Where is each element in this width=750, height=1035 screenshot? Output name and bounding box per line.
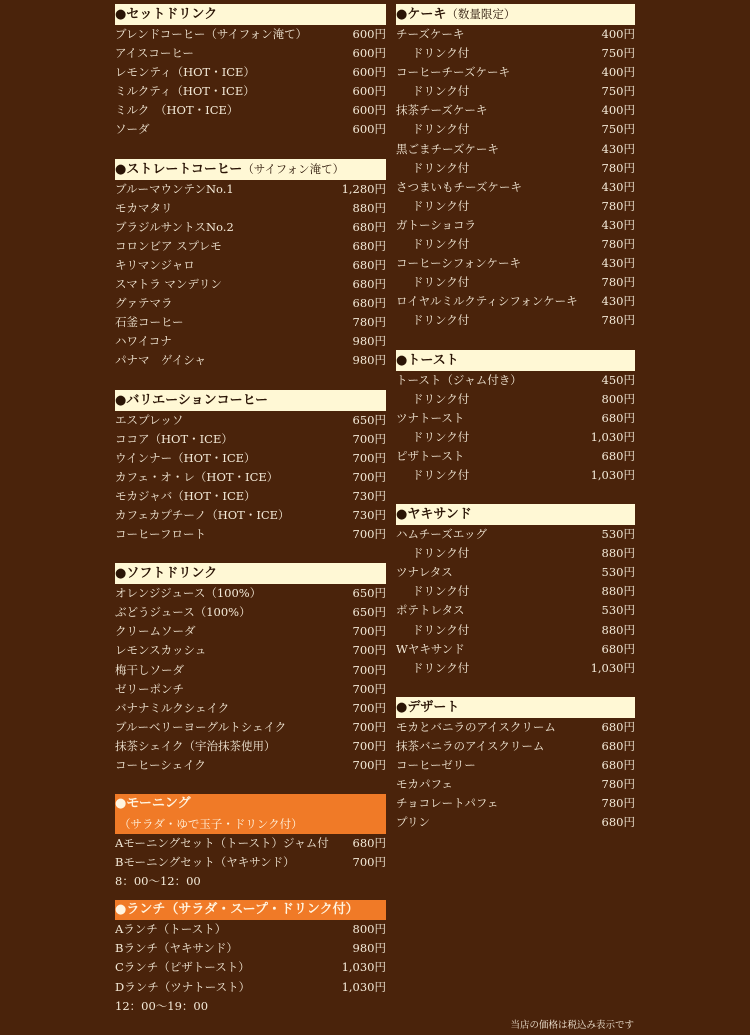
menu-item [115,44,386,63]
item-price: 680円 [352,257,386,272]
menu-item [396,659,635,678]
menu-item [396,582,635,601]
menu-item [115,584,386,603]
menu-item [396,82,635,101]
item-price: 1,030円 [590,660,635,675]
menu-item [115,853,386,872]
item-name: ハムチーズエッグ [396,527,487,542]
menu-item [396,216,635,235]
section-set [115,4,386,140]
item-name: モカジャバ（HOT・ICE） [115,488,256,503]
menu-item [396,197,635,216]
section-header [396,4,635,25]
item-list [115,920,386,996]
menu-item [115,332,386,351]
item-name: チョコレートパフェ [396,796,499,811]
spacer [396,832,635,851]
item-price: 800円 [352,922,386,937]
item-name: ドリンク付 [412,122,470,137]
item-name: Cランチ（ピザトースト） [115,960,250,975]
item-name: 抹茶シェイク（宇治抹茶使用） [115,738,276,753]
item-price: 1,030円 [341,960,386,975]
item-name: ブラジルサントスNo.2 [115,219,234,234]
item-price: 430円 [601,294,635,309]
section-header [115,390,386,411]
item-price: 400円 [601,65,635,80]
menu-item [115,920,386,939]
item-list [115,834,386,872]
item-price: 430円 [601,217,635,232]
item-price: 680円 [601,719,635,734]
item-name: クリームソーダ [115,624,196,639]
item-name: 抹茶チーズケーキ [396,103,488,118]
menu-item [115,25,386,44]
item-price: 680円 [601,410,635,425]
menu-item [115,275,386,294]
section-lunch [115,900,386,1015]
item-name: ドリンク付 [412,546,470,561]
item-price: 600円 [352,27,386,41]
item-list [396,525,635,678]
menu-item [115,718,386,737]
item-price: 600円 [352,46,386,61]
item-price: 780円 [352,315,386,330]
menu-item [115,699,386,718]
item-price: 680円 [352,277,386,292]
item-price: 450円 [601,372,635,387]
item-name: レモンスカッシュ [115,643,207,658]
item-price: 780円 [601,160,635,175]
section-title: ●ランチ（サラダ・スープ・ドリンク付） [115,902,359,918]
menu-item [115,351,386,370]
menu-item [396,273,635,292]
item-price: 400円 [601,103,635,118]
menu-item [115,622,386,641]
menu-item [396,25,635,44]
menu-item [396,447,635,466]
item-name: ミルク （HOT・ICE） [115,103,239,118]
item-price: 530円 [601,603,635,618]
section-title: ●ヤキサンド [396,507,472,523]
item-price: 700円 [352,758,386,772]
item-price: 780円 [601,777,635,792]
item-list [396,371,635,486]
item-price: 1,280円 [341,181,386,196]
item-name: ココア（HOT・ICE） [115,431,233,446]
spacer [396,485,635,504]
menu-item [396,601,635,620]
section-title: ●モーニング [115,796,191,812]
item-price: 600円 [352,103,386,118]
item-name: ぶどうジュース（100%） [115,605,251,620]
menu-item [396,140,635,159]
menu-item [115,958,386,977]
menu-item [396,466,635,485]
item-price: 530円 [601,565,635,580]
item-name: Wヤキサンド [396,641,465,656]
item-price: 680円 [352,836,386,851]
menu-item [115,834,386,853]
item-name: パナマ ゲイシャ [115,353,206,368]
item-price: 750円 [601,84,635,99]
lunch-hours: 12：00〜19：00 [115,998,209,1013]
item-price: 1,030円 [341,979,386,994]
menu-item [115,120,386,139]
item-price: 750円 [601,122,635,137]
item-list [115,411,386,545]
section-note: （サイフォン淹て） [242,161,345,176]
item-list [396,718,635,833]
item-name: ロイヤルミルクティシフォンケーキ [396,294,578,309]
item-price: 680円 [601,641,635,656]
item-name: カフェ・オ・レ（HOT・ICE） [115,469,279,484]
item-name: 梅干しソーダ [115,662,184,677]
menu-item [115,411,386,430]
item-name: 黒ごまチーズケーキ [396,141,499,156]
section-dessert [396,697,635,833]
item-name: バナナミルクシェイク [115,700,230,715]
item-price: 880円 [352,200,386,215]
menu-item [115,506,386,525]
menu-item [396,409,635,428]
section-title: ●ケーキ [396,7,447,22]
item-name: ドリンク付 [412,584,470,599]
spacer [115,544,386,563]
section-cake [396,4,635,331]
spacer [396,678,635,697]
menu-item [396,813,635,832]
section-straight [115,159,386,371]
item-name: モカパフェ [396,777,453,792]
menu-item [115,256,386,275]
item-name: Bランチ（ヤキサンド） [115,941,238,956]
item-price: 700円 [352,662,386,677]
menu-item [396,44,635,63]
item-name: スマトラ マンデリン [115,277,222,292]
morning-hours: 8：00〜12：00 [115,874,201,889]
menu-item [115,101,386,120]
section-yakisand [396,504,635,678]
item-price: 700円 [352,855,386,870]
item-name: ハワイコナ [115,334,172,349]
section-header [115,159,386,180]
item-price: 800円 [601,391,635,406]
menu-item [396,794,635,813]
item-price: 730円 [352,507,386,522]
menu-item [396,371,635,390]
item-price: 750円 [601,46,635,61]
item-name: Aモーニングセット（トースト）ジャム付 [115,836,329,851]
item-price: 700円 [352,527,386,542]
menu-item [115,82,386,101]
item-name: モカとバニラのアイスクリーム [396,719,556,734]
menu-item [396,254,635,273]
section-header [115,4,386,25]
tax-note: 当店の価格は税込み表示です [510,1020,634,1031]
menu-item [115,313,386,332]
section-title: ●ストレートコーヒー [115,161,243,177]
item-price: 700円 [352,469,386,484]
menu-item [396,428,635,447]
section-note: （数量限定） [446,7,516,21]
item-name: グァテマラ [115,296,173,311]
menu-item [115,468,386,487]
item-price: 680円 [601,448,635,463]
menu-item [115,294,386,313]
item-price: 700円 [352,681,386,696]
item-price: 780円 [601,313,635,328]
item-price: 430円 [601,256,635,271]
section-title: ●デザート [396,699,460,715]
section-title: ●トースト [396,352,459,368]
menu-item [115,430,386,449]
menu-item [396,718,635,737]
section-variation [115,390,386,545]
menu-item [115,737,386,756]
item-price: 650円 [352,586,386,601]
item-name: カフェカプチーノ（HOT・ICE） [115,507,290,522]
item-name: ドリンク付 [412,660,470,675]
item-price: 1,030円 [590,467,635,482]
item-price: 980円 [352,334,386,349]
item-name: プリン [396,815,431,830]
left-column [115,4,386,1016]
section-header [396,350,635,371]
item-price: 680円 [601,738,635,753]
item-name: ブルーマウンテンNo.1 [115,181,234,196]
item-name: チーズケーキ [396,27,465,41]
item-price: 680円 [352,238,386,253]
item-name: ブルーベリーヨーグルトシェイク [115,719,287,734]
section-header [115,900,386,920]
item-price: 430円 [601,179,635,194]
item-price: 600円 [352,84,386,99]
item-price: 780円 [601,237,635,252]
spacer [115,891,386,900]
item-price: 680円 [352,296,386,311]
menu-item [115,218,386,237]
menu-item [396,390,635,409]
item-name: コーヒーシェイク [115,758,206,772]
item-name: トースト（ジャム付き） [396,372,522,387]
item-name: ドリンク付 [412,160,470,175]
item-name: ドリンク付 [412,237,470,252]
item-price: 680円 [352,219,386,234]
item-price: 730円 [352,488,386,503]
spacer [115,775,386,794]
menu-item [396,621,635,640]
menu-item [396,159,635,178]
menu-item [115,237,386,256]
item-name: Dランチ（ツナトースト） [115,979,251,994]
section-soft [115,563,386,775]
section-title: ●セットドリンク [115,7,218,22]
menu-item [115,680,386,699]
item-name: さつまいもチーズケーキ [396,179,522,194]
menu-item [115,978,386,997]
item-name: ドリンク付 [412,275,470,290]
item-price: 980円 [352,941,386,956]
item-name: Aランチ（トースト） [115,922,227,937]
item-name: ドリンク付 [412,84,470,99]
menu-item [115,199,386,218]
menu-item [396,737,635,756]
item-price: 650円 [352,605,386,620]
section-morning [115,794,386,891]
menu-item [115,449,386,468]
menu-item [115,525,386,544]
item-price: 980円 [352,353,386,368]
item-price: 880円 [601,622,635,637]
item-price: 880円 [601,546,635,561]
right-column [396,4,635,851]
item-name: エスプレッソ [115,412,184,427]
item-price: 780円 [601,275,635,290]
item-price: 700円 [352,700,386,715]
menu-item [115,63,386,82]
menu-item [115,487,386,506]
item-name: ミルクティ（HOT・ICE） [115,84,255,99]
item-name: 抹茶バニラのアイスクリーム [396,738,545,753]
menu-item [396,178,635,197]
spacer [115,371,386,390]
menu-item [396,756,635,775]
menu-item [115,756,386,775]
section-header [396,697,635,718]
section-header [115,563,386,584]
menu-item [396,311,635,330]
item-price: 650円 [352,412,386,427]
section-header [115,794,386,834]
menu-item [396,101,635,120]
spacer [115,140,386,159]
menu-item [396,544,635,563]
item-name: コーヒーゼリー [396,758,476,772]
item-name: ドリンク付 [412,622,470,637]
item-name: ブレンドコーヒー（サイフォン淹て） [115,27,308,41]
item-price: 680円 [601,758,635,772]
item-name: アイスコーヒー [115,46,194,61]
section-toast [396,350,635,486]
item-price: 530円 [601,527,635,542]
item-price: 880円 [601,584,635,599]
menu-item [396,120,635,139]
item-name: ドリンク付 [412,429,470,444]
item-price: 780円 [601,198,635,213]
item-price: 700円 [352,643,386,658]
menu-item [115,641,386,660]
item-price: 700円 [352,431,386,446]
item-price: 680円 [601,815,635,830]
item-price: 700円 [352,450,386,465]
item-name: ドリンク付 [412,198,470,213]
item-name: ツナトースト [396,410,465,425]
item-price: 600円 [352,65,386,80]
item-price: 700円 [352,624,386,639]
item-name: ツナレタス [396,565,453,580]
section-header [396,504,635,525]
item-name: ドリンク付 [412,46,470,61]
item-name: ドリンク付 [412,391,470,406]
item-name: コーヒーフロート [115,527,206,542]
item-price: 700円 [352,719,386,734]
item-name: ポテトレタス [396,603,465,618]
item-name: ドリンク付 [412,467,470,482]
item-name: モカマタリ [115,200,173,215]
item-price: 600円 [352,122,386,137]
menu-item [396,525,635,544]
item-name: ドリンク付 [412,313,470,328]
item-name: ゼリーポンチ [115,681,184,696]
item-name: コーヒーチーズケーキ [396,65,510,80]
menu-item [115,939,386,958]
item-name: Bモーニングセット（ヤキサンド） [115,855,295,870]
menu-item [115,661,386,680]
item-name: キリマンジャロ [115,257,195,272]
menu-item [396,563,635,582]
menu-item [396,63,635,82]
menu-item [396,292,635,311]
item-list [115,584,386,775]
section-note: （サラダ・ゆで玉子・ドリンク付） [119,817,303,832]
section-title: ●ソフトドリンク [115,566,218,582]
item-name: ガトーショコラ [396,217,477,232]
item-price: 430円 [601,141,635,156]
item-name: コロンビア スプレモ [115,238,222,253]
item-list [115,25,386,140]
menu-item [115,603,386,622]
item-price: 1,030円 [590,429,635,444]
menu-item [396,235,635,254]
menu-item [396,775,635,794]
item-name: 石釜コーヒー [115,315,184,330]
item-name: ピザトースト [396,448,465,463]
item-name: ウインナー（HOT・ICE） [115,450,256,465]
item-list [115,180,386,371]
item-price: 400円 [601,27,635,41]
menu-item [115,180,386,199]
spacer [396,331,635,350]
section-title: ●バリエーションコーヒー [115,392,269,408]
item-name: ソーダ [115,122,150,137]
item-name: レモンティ（HOT・ICE） [115,65,255,80]
item-price: 700円 [352,738,386,753]
menu-item [396,640,635,659]
item-price: 780円 [601,796,635,811]
item-name: オレンジジュース（100%） [115,586,262,601]
item-name: コーヒーシフォンケーキ [396,256,522,271]
item-list [396,25,635,331]
